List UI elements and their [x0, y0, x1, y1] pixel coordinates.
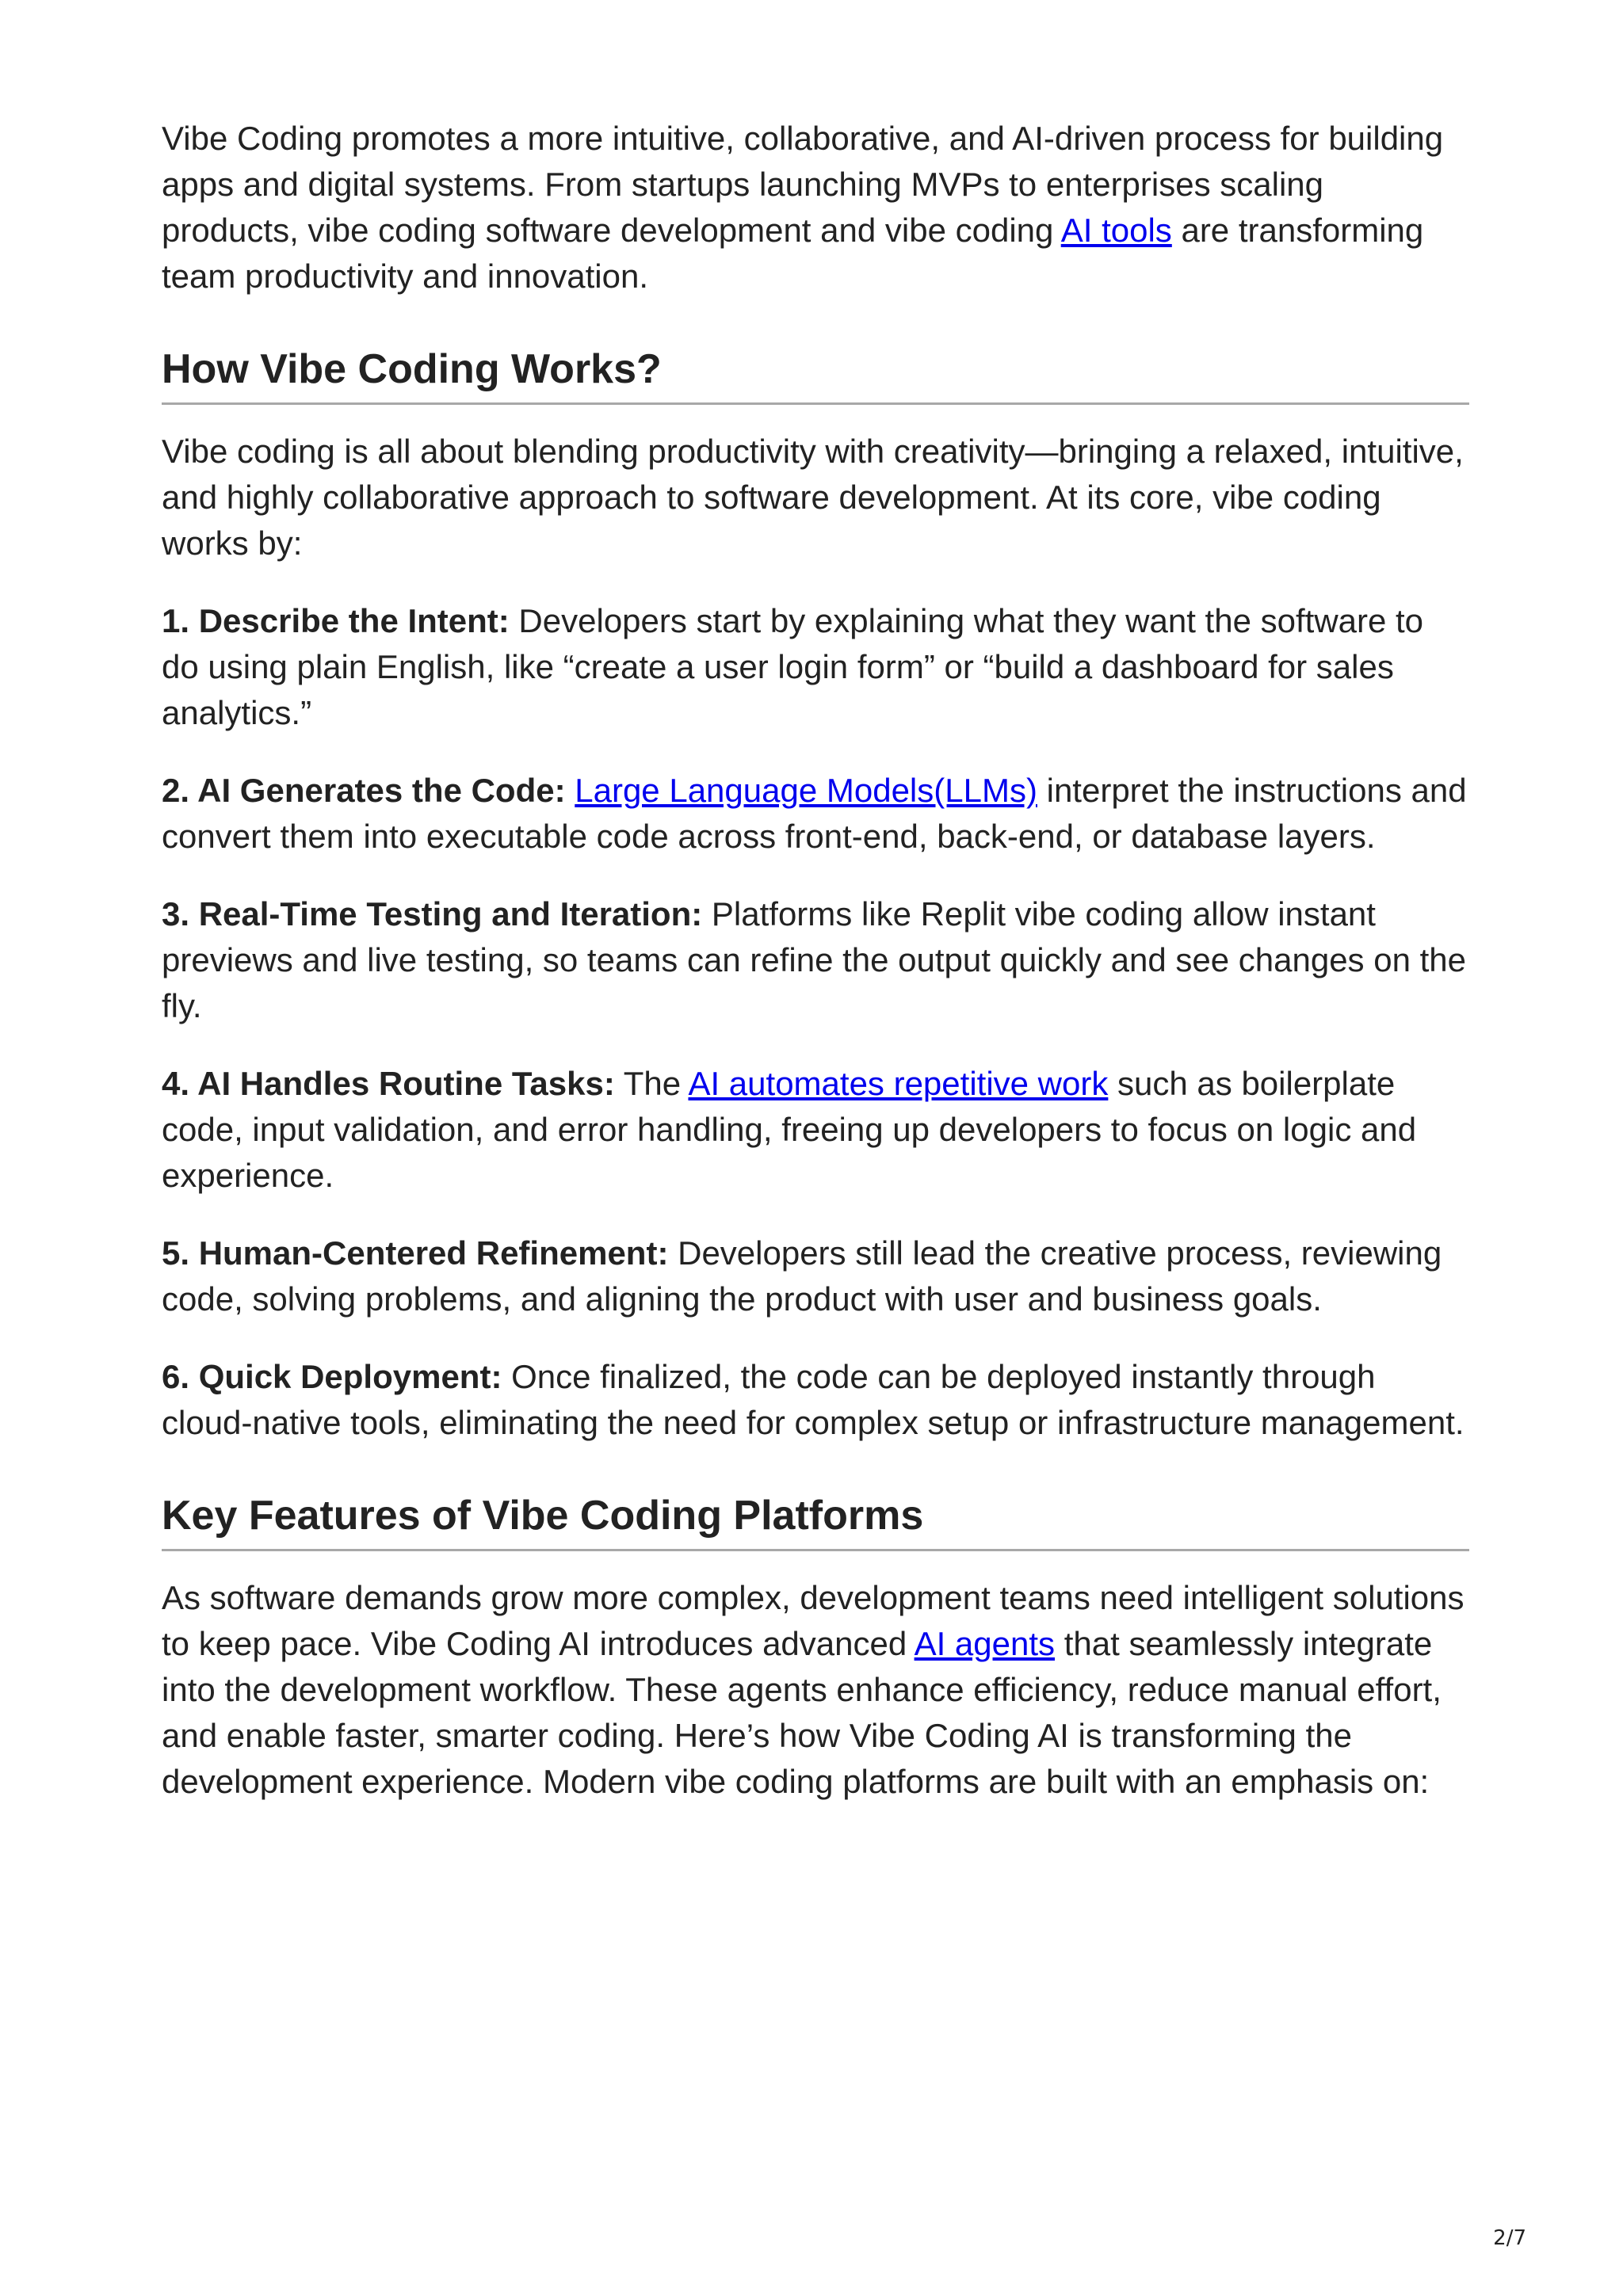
features-paragraph [162, 1575, 1469, 1805]
step-describe-intent [162, 598, 1469, 736]
features-text-after-link: that seamlessly integrate into the development workflow. These agents enhance efficiency, reduce manual effort, and enable faster, smarter coding. Here’s how Vibe Coding AI is transforming the development experience. Modern vibe coding platforms are built with an emphasis on: [162, 1625, 1442, 1800]
step-ai-generates-code [162, 768, 1469, 860]
step-2-label: 2. AI Generates the Code: [162, 772, 566, 809]
features-text-before-link: As software demands grow more complex, development teams need intelligent solutions to keep pace. Vibe Coding AI introduces advanced [162, 1579, 1465, 1662]
ai-tools-link[interactable]: AI tools [1060, 212, 1172, 249]
document-page [162, 116, 1469, 1836]
step-6-label: 6. Quick Deployment: [162, 1358, 502, 1395]
intro-text-after-link: are transforming team productivity and innovation. [162, 212, 1424, 295]
step-5-label: 5. Human-Centered Refinement: [162, 1234, 669, 1272]
step-6-text: Once finalized, the code can be deployed instantly through cloud-native tools, eliminating the need for complex setup or infrastructure management. [162, 1358, 1465, 1441]
key-features-heading: Key Features of Vibe Coding Platforms [162, 1490, 1469, 1551]
step-3-label: 3. Real-Time Testing and Iteration: [162, 895, 703, 933]
page-number: 2/7 [1493, 2226, 1526, 2250]
how-intro-paragraph: Vibe coding is all about blending productivity with creativity—bringing a relaxed, intuitive, and highly collaborative approach to software development. At its core, vibe coding works by: [162, 433, 1464, 562]
step-ai-routine-tasks [162, 1061, 1469, 1199]
step-4-label: 4. AI Handles Routine Tasks: [162, 1065, 615, 1102]
step-1-text: Developers start by explaining what they want the software to do using plain English, like “create a user login form” or “build a dashboard for sales analytics.” [162, 602, 1424, 731]
step-human-centered-refinement [162, 1230, 1469, 1322]
step-3-text: Platforms like Replit vibe coding allow instant previews and live testing, so teams can refine the output quickly and see changes on the fly. [162, 895, 1466, 1024]
llm-link[interactable]: Large Language Models(LLMs) [575, 772, 1037, 809]
step-4-text: such as boilerplate code, input validation, and error handling, freeing up developers to focus on logic and experience. [162, 1065, 1417, 1194]
step-quick-deployment [162, 1354, 1469, 1446]
ai-agents-link[interactable]: AI agents [914, 1625, 1056, 1662]
step-real-time-testing [162, 891, 1469, 1029]
intro-paragraph [162, 116, 1469, 299]
ai-automates-link[interactable]: AI automates repetitive work [688, 1065, 1109, 1102]
step-5-text: Developers still lead the creative process, reviewing code, solving problems, and aligning the product with user and business goals. [162, 1234, 1442, 1318]
step-2-text: interpret the instructions and convert them into executable code across front-end, back-end, or database layers. [162, 772, 1467, 855]
intro-text-before-link: Vibe Coding promotes a more intuitive, collaborative, and AI-driven process for building apps and digital systems. From startups launching MVPs to enterprises scaling products, vibe coding software development and vibe coding [162, 120, 1444, 249]
step-4-text-before-link: The [614, 1065, 689, 1102]
step-1-label: 1. Describe the Intent: [162, 602, 510, 639]
how-vibe-coding-works-heading: How Vibe Coding Works? [162, 344, 1469, 405]
